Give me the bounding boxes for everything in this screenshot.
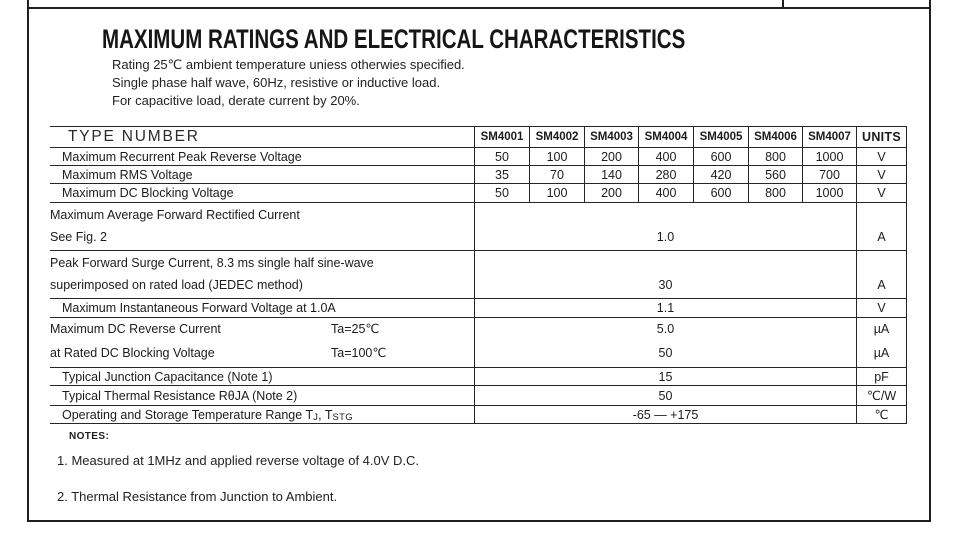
unit-cell (857, 318, 907, 368)
row-label: Maximum Instantaneous Forward Voltage at 1.0A (50, 299, 475, 318)
unit-cell: V (857, 299, 907, 318)
part-number-header: SM4007 (803, 127, 857, 148)
value-cell: 100 (530, 184, 585, 203)
merged-value-cell: 50 (475, 386, 857, 406)
subscript: J (313, 411, 319, 423)
unit-cell: ℃/W (857, 386, 907, 406)
page-frame (27, 0, 931, 522)
row-label: Typical Thermal Resistance RθJA (Note 2) (50, 386, 475, 406)
row-label-line: at Rated DC Blocking Voltage (50, 346, 215, 360)
row-label (50, 318, 475, 368)
row-label: Maximum DC Blocking Voltage (50, 184, 475, 203)
part-number-header: SM4005 (694, 127, 749, 148)
row-label-text: Operating and Storage Temperature Range T (62, 407, 314, 422)
value: 50 (658, 346, 673, 360)
merged-value-cell (475, 251, 857, 299)
value: 1.0 (656, 230, 675, 244)
value-cell: 800 (749, 184, 803, 203)
merged-value-cell: -65 — +175 (475, 406, 857, 424)
value-cell: 1000 (803, 184, 857, 203)
units-header: UNITS (857, 127, 907, 148)
value-cell: 700 (803, 166, 857, 184)
part-number-header: SM4001 (475, 127, 530, 148)
row-label-line: Peak Forward Surge Current, 8.3 ms single half sine-wave (50, 256, 374, 270)
part-number-header: SM4002 (530, 127, 585, 148)
value-cell: 280 (639, 166, 694, 184)
value-cell: 70 (530, 166, 585, 184)
condition-line: For capacitive load, derate current by 20%. (112, 93, 360, 108)
value-cell: 400 (639, 148, 694, 166)
value-cell: 100 (530, 148, 585, 166)
value-cell: 200 (585, 148, 639, 166)
unit: µA (873, 346, 890, 360)
unit-cell: V (857, 184, 907, 203)
note-item: 2. Thermal Resistance from Junction to Ambient. (57, 489, 338, 504)
unit-cell (857, 251, 907, 299)
row-label-line: See Fig. 2 (50, 230, 107, 244)
value-cell: 600 (694, 148, 749, 166)
value-cell: 1000 (803, 148, 857, 166)
value-cell: 600 (694, 184, 749, 203)
type-number-header: TYPE NUMBER (50, 127, 475, 148)
row-label (50, 406, 475, 424)
value-cell: 420 (694, 166, 749, 184)
test-condition: Ta=25℃ (331, 322, 380, 336)
unit-cell: pF (857, 368, 907, 386)
row-label-line: Maximum DC Reverse Current (50, 322, 221, 336)
row-label (50, 251, 475, 299)
row-label: Maximum Recurrent Peak Reverse Voltage (50, 148, 475, 166)
rating-conditions (112, 56, 465, 110)
section-divider-rule (29, 7, 929, 9)
value-cell: 50 (475, 148, 530, 166)
row-label: Typical Junction Capacitance (Note 1) (50, 368, 475, 386)
row-label-text: , T (318, 407, 333, 422)
merged-value-cell (475, 318, 857, 368)
upper-table-column-stub (782, 0, 784, 8)
unit: A (877, 278, 886, 292)
unit-cell: V (857, 166, 907, 184)
value-cell: 200 (585, 184, 639, 203)
part-number-header: SM4006 (749, 127, 803, 148)
unit-cell: V (857, 148, 907, 166)
row-label-line: Maximum Average Forward Rectified Current (50, 208, 300, 222)
merged-value-cell: 1.1 (475, 299, 857, 318)
condition-line: Rating 25℃ ambient temperature uniess otherwies specified. (112, 57, 465, 72)
value: 30 (658, 278, 673, 292)
part-number-header: SM4004 (639, 127, 694, 148)
row-label: Maximum RMS Voltage (50, 166, 475, 184)
condition-line: Single phase half wave, 60Hz, resistive or inductive load. (112, 75, 441, 90)
value: 5.0 (656, 322, 675, 336)
unit-cell (857, 203, 907, 251)
row-label (50, 203, 475, 251)
notes-heading: NOTES: (69, 431, 110, 442)
value-cell: 400 (639, 184, 694, 203)
merged-value-cell: 15 (475, 368, 857, 386)
value-cell: 50 (475, 184, 530, 203)
section-title: MAXIMUM RATINGS AND ELECTRICAL CHARACTERISTICS (102, 24, 686, 54)
ratings-table (50, 126, 907, 424)
value-cell: 800 (749, 148, 803, 166)
unit: A (877, 230, 886, 244)
unit-cell: ℃ (857, 406, 907, 424)
unit: µA (873, 322, 890, 336)
test-condition: Ta=100℃ (331, 346, 387, 360)
part-number-header: SM4003 (585, 127, 639, 148)
value-cell: 140 (585, 166, 639, 184)
merged-value-cell (475, 203, 857, 251)
value-cell: 560 (749, 166, 803, 184)
subscript: STG (332, 411, 353, 423)
row-label-line: superimposed on rated load (JEDEC method) (50, 278, 303, 292)
value-cell: 35 (475, 166, 530, 184)
note-item: 1. Measured at 1MHz and applied reverse voltage of 4.0V D.C. (57, 453, 420, 468)
